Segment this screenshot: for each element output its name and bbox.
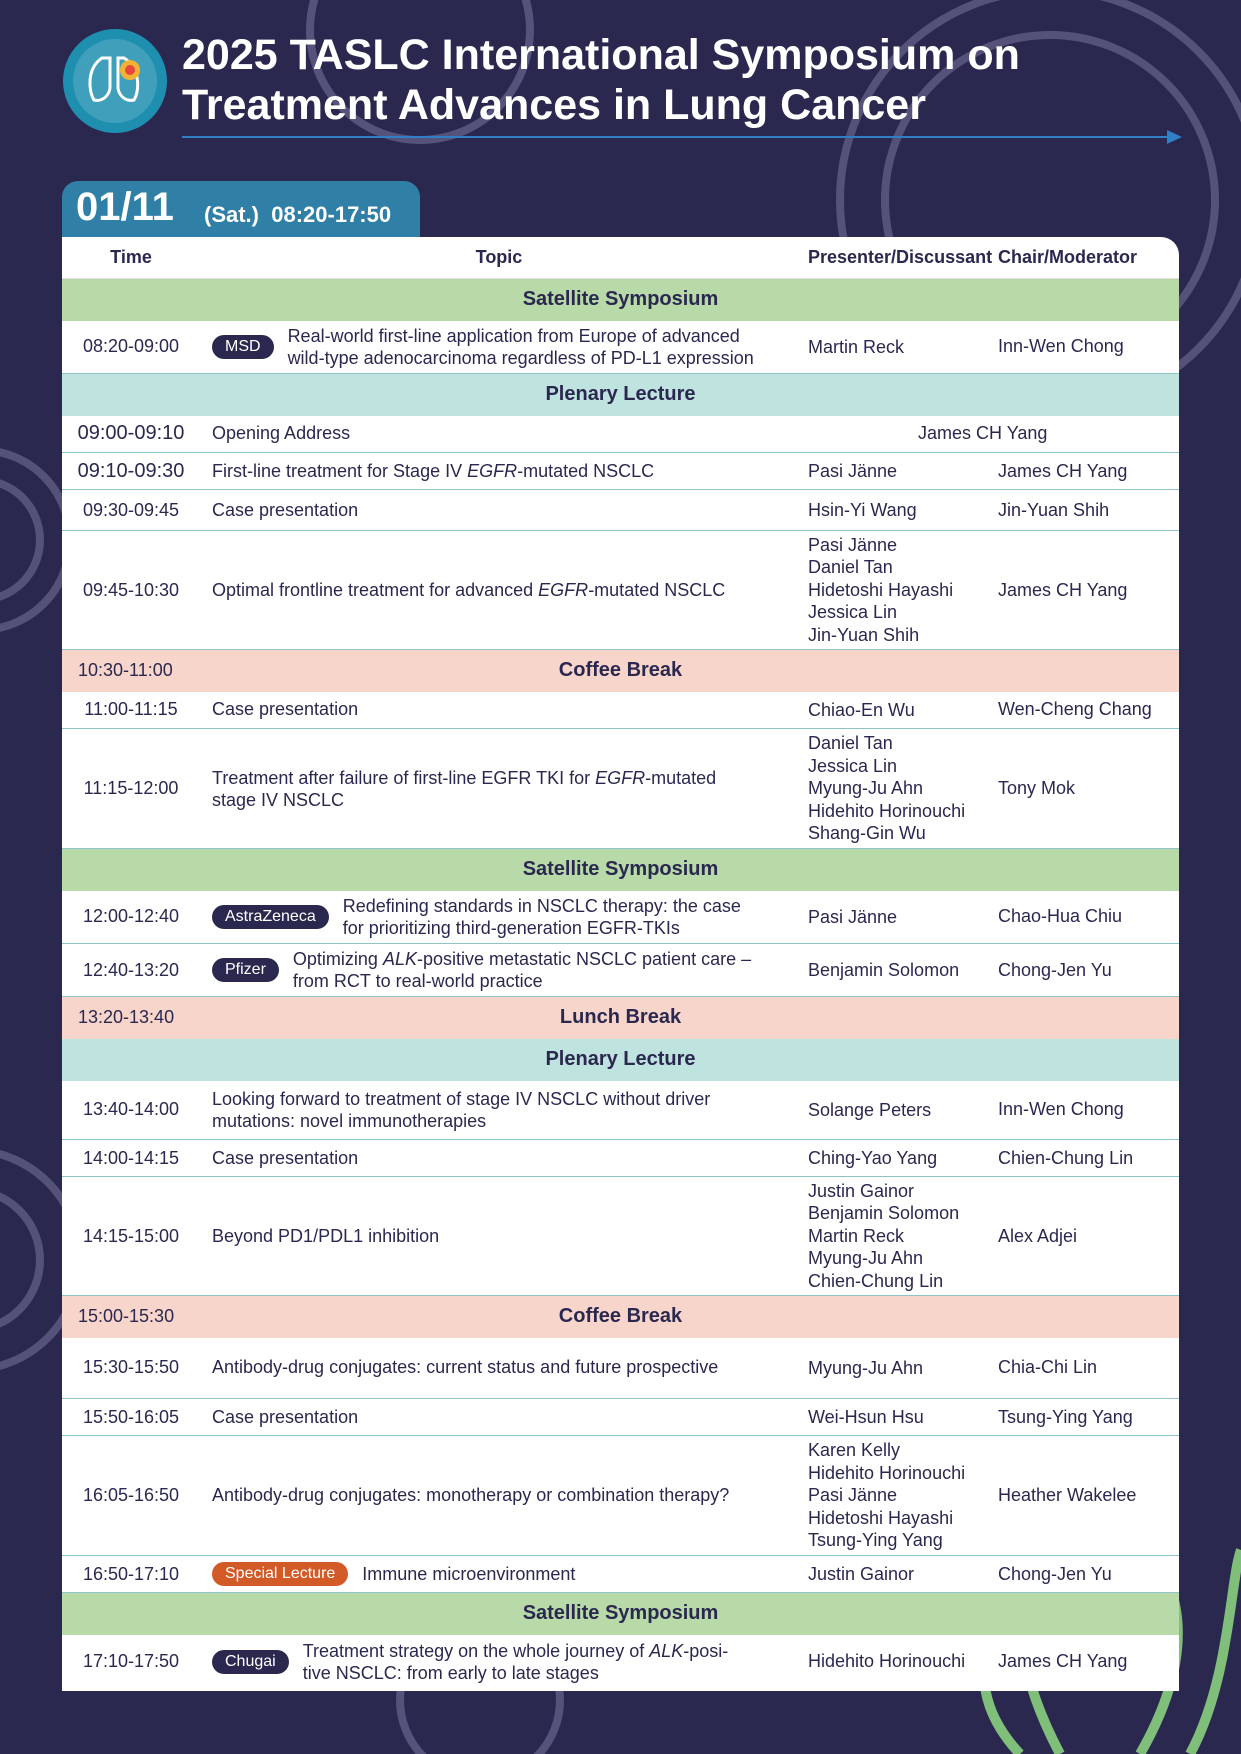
presenter-name: Hidehito Horinouchi [808, 1462, 966, 1483]
header-time: Time [62, 237, 200, 279]
presenter-list [798, 531, 988, 650]
schedule-table [62, 237, 1179, 1689]
chair-cell: Tsung-Ying Yang [988, 1399, 1179, 1436]
table-row [62, 1399, 1179, 1436]
table-row [62, 692, 1179, 729]
presenter-name: Shang-Gin Wu [808, 823, 926, 844]
topic-cell: Case presentation [200, 1399, 798, 1436]
topic-cell [200, 1081, 798, 1140]
time-cell: 11:15-12:00 [62, 729, 200, 849]
topic-text: -mutated NSCLC [588, 579, 726, 600]
time-cell: 17:10-17:50 [82, 1651, 180, 1671]
topic-line: tive NSCLC: from early to late stages [302, 1662, 599, 1683]
title-line-1: 2025 TASLC International Symposium on [182, 31, 1020, 79]
presenter-list [798, 1436, 988, 1556]
table-header [62, 237, 1179, 279]
topic-text: Treatment strategy on the whole journey of [302, 1640, 650, 1661]
topic-text: -mutated [645, 767, 717, 788]
presenter-name: Benjamin Solomon [808, 1203, 960, 1224]
table-row [62, 944, 1179, 997]
presenter-name: Myung-Ju Ahn [808, 778, 924, 799]
section-satellite [62, 279, 1179, 321]
topic-gene: EGFR [538, 579, 589, 600]
presenter-list [798, 1177, 988, 1296]
chair-cell: James CH Yang [998, 1651, 1128, 1671]
table-row [62, 1556, 1179, 1593]
time-cell: 16:05-16:50 [62, 1436, 200, 1556]
topic-text: -posi- [683, 1640, 729, 1661]
presenter-name: Pasi Jänne [808, 1485, 898, 1506]
presenter-name: Daniel Tan [808, 557, 893, 578]
topic-text: Treatment after failure of first-line EGFR TKI for [212, 767, 596, 788]
presenter-name: Jessica Lin [808, 755, 898, 776]
topic-text: Immune microenvironment [362, 1563, 576, 1584]
presenter-cell: Ching-Yao Yang [798, 1140, 988, 1177]
day: (Sat.) [204, 202, 259, 227]
presenter-name: Myung-Ju Ahn [808, 1248, 924, 1269]
table-row [62, 321, 1179, 374]
schedule-card [62, 237, 1179, 1691]
symposium-title [182, 30, 1020, 130]
table-row [62, 1140, 1179, 1177]
chair-cell: Chia-Chi Lin [988, 1338, 1179, 1399]
chair-cell: Tony Mok [988, 729, 1179, 849]
topic-cell [200, 944, 798, 997]
date: 01/11 [76, 185, 174, 229]
topic-line: mutations: novel immunotherapies [212, 1110, 487, 1131]
section-break [62, 650, 1179, 692]
title-line-2: Treatment Advances in Lung Cancer [182, 81, 926, 129]
time-cell: 16:50-17:10 [62, 1556, 200, 1593]
time-cell: 09:10-09:30 [62, 453, 200, 490]
time-cell: 15:50-16:05 [62, 1399, 200, 1436]
special-lecture-badge: Special Lecture [212, 1562, 348, 1586]
time-cell: 09:00-09:10 [62, 416, 200, 453]
presenter-name: Jessica Lin [808, 602, 898, 623]
time-cell: 09:30-09:45 [62, 490, 200, 531]
presenter-cell: Pasi Jänne [798, 891, 988, 944]
presenter-cell: Justin Gainor [798, 1556, 988, 1593]
topic-cell [200, 453, 798, 490]
topic-cell [200, 1556, 798, 1593]
topic-gene: ALK [649, 1640, 684, 1661]
presenter-cell: Pasi Jänne [798, 453, 988, 490]
break-time: 15:00-15:30 [62, 1296, 200, 1338]
section-plenary [62, 1039, 1179, 1081]
presenter-name: Chien-Chung Lin [808, 1270, 944, 1291]
break-time: 10:30-11:00 [62, 650, 200, 692]
topic-cell [200, 891, 798, 944]
presenter-name: Martin Reck [808, 1225, 905, 1246]
topic-text: First-line treatment for Stage IV [212, 460, 468, 481]
presenter-name: Hidehito Horinouchi [808, 800, 966, 821]
section-break [62, 997, 1179, 1039]
time-cell: 08:20-09:00 [62, 321, 200, 374]
presenter-name: Hidetoshi Hayashi [808, 579, 954, 600]
presenter-cell: Hidehito Horinouchi [808, 1651, 966, 1672]
presenter-cell: Solange Peters [798, 1081, 988, 1140]
sponsor-badge: AstraZeneca [212, 905, 329, 929]
presenter-cell: Chiao-En Wu [798, 692, 988, 729]
day-and-hours [204, 202, 391, 228]
table-row [62, 1081, 1179, 1140]
presenter-cell: Myung-Ju Ahn [798, 1338, 988, 1399]
section-plenary [62, 374, 1179, 416]
sponsor-badge: Chugai [212, 1650, 289, 1674]
chair-cell: James CH Yang [988, 453, 1179, 490]
presenter-name: Karen Kelly [808, 1440, 901, 1461]
topic-text: -positive metastatic NSCLC patient care – [416, 949, 752, 969]
section-label: Satellite Symposium [62, 849, 1179, 891]
topic-cell [200, 321, 798, 374]
break-label: Coffee Break [200, 1296, 1179, 1338]
chair-cell: Inn-Wen Chong [988, 1081, 1179, 1140]
section-label: Satellite Symposium [62, 1593, 1179, 1635]
break-label: Coffee Break [200, 650, 1179, 692]
topic-cell: Case presentation [200, 1140, 798, 1177]
table-row [62, 1338, 1179, 1399]
presenter-name: Pasi Jänne [808, 534, 898, 555]
sponsor-badge: MSD [212, 335, 274, 359]
break-label: Lunch Break [200, 997, 1179, 1039]
table-row [62, 490, 1179, 531]
chair-cell: Chao-Hua Chiu [988, 891, 1179, 944]
topic-cell [200, 531, 798, 650]
title-underline-arrow [182, 130, 1182, 144]
topic-cell: Beyond PD1/PDL1 inhibition [200, 1177, 798, 1296]
topic-text: Optimizing [292, 949, 383, 969]
table-row [62, 891, 1179, 944]
time-cell: 14:15-15:00 [62, 1177, 200, 1296]
time-cell: 12:00-12:40 [62, 891, 200, 944]
chair-cell: Wen-Cheng Chang [988, 692, 1179, 729]
topic-line: wild-type adenocarcinoma regardless of PD-L1 expression [287, 347, 754, 368]
topic-text: Optimal frontline treatment for advanced [212, 579, 539, 600]
table-row [62, 416, 1179, 453]
header-chair: Chair/Moderator [988, 237, 1179, 279]
topic-line: for prioritizing third-generation EGFR-TKIs [342, 917, 680, 938]
chair-cell: Chien-Chung Lin [988, 1140, 1179, 1177]
time-cell: 14:00-14:15 [62, 1140, 200, 1177]
section-label: Plenary Lecture [62, 1039, 1179, 1081]
section-label: Plenary Lecture [62, 374, 1179, 416]
presenter-name: Daniel Tan [808, 733, 893, 754]
chair-cell: James CH Yang [988, 531, 1179, 650]
presenter-name: Justin Gainor [808, 1180, 915, 1201]
topic-cell: Antibody-drug conjugates: monotherapy or combination therapy? [200, 1436, 798, 1556]
table-row [62, 1635, 1179, 1689]
section-break [62, 1296, 1179, 1338]
topic-cell: Opening Address [200, 416, 798, 453]
chair-cell: Inn-Wen Chong [988, 321, 1179, 374]
topic-line: Real-world first-line application from Europe of advanced [287, 325, 740, 346]
time-cell: 09:45-10:30 [62, 531, 200, 650]
time-cell: 11:00-11:15 [62, 692, 200, 729]
presenter-cell: Hsin-Yi Wang [798, 490, 988, 531]
topic-line: stage IV NSCLC [212, 789, 345, 810]
chair-cell: James CH Yang [798, 416, 1179, 453]
table-row [62, 453, 1179, 490]
section-satellite [62, 1593, 1179, 1635]
header-presenter: Presenter/Discussant [798, 237, 988, 279]
chair-cell: Jin-Yuan Shih [988, 490, 1179, 531]
topic-gene: EGFR [467, 460, 518, 481]
date-tab [62, 181, 420, 238]
topic-cell: Case presentation [200, 692, 798, 729]
topic-text: -mutated NSCLC [517, 460, 655, 481]
break-time: 13:20-13:40 [62, 997, 200, 1039]
table-row [62, 1436, 1179, 1556]
section-label: Satellite Symposium [62, 279, 1179, 321]
table-row [62, 531, 1179, 650]
presenter-cell: Martin Reck [798, 321, 988, 374]
topic-gene: EGFR [595, 767, 646, 788]
topic-gene: ALK [382, 949, 417, 969]
taslc-logo [62, 28, 168, 134]
presenter-cell: Wei-Hsun Hsu [798, 1399, 988, 1436]
topic-cell: Antibody-drug conjugates: current status and future prospective [200, 1338, 798, 1399]
topic-line: Redefining standards in NSCLC therapy: the case [342, 895, 741, 916]
time-cell: 12:40-13:20 [62, 944, 200, 997]
table-row [62, 729, 1179, 849]
time-cell: 15:30-15:50 [62, 1338, 200, 1399]
topic-cell [200, 1635, 798, 1689]
chair-cell: Heather Wakelee [988, 1436, 1179, 1556]
topic-cell [200, 729, 798, 849]
time-cell: 13:40-14:00 [62, 1081, 200, 1140]
topic-line: from RCT to real-world practice [292, 971, 543, 991]
chair-cell: Alex Adjei [988, 1177, 1179, 1296]
topic-cell: Case presentation [200, 490, 798, 531]
topic-line: Looking forward to treatment of stage IV NSCLC without driver [212, 1088, 711, 1109]
sponsor-badge: Pfizer [212, 958, 279, 982]
presenter-name: Jin-Yuan Shih [808, 624, 920, 645]
presenter-name: Hidetoshi Hayashi [808, 1507, 954, 1528]
section-satellite [62, 849, 1179, 891]
presenter-cell: Benjamin Solomon [798, 944, 988, 997]
chair-cell: Chong-Jen Yu [988, 944, 1179, 997]
page-header [62, 28, 1192, 138]
hours: 08:20-17:50 [271, 202, 392, 227]
chair-cell: Chong-Jen Yu [988, 1556, 1179, 1593]
table-row [62, 1177, 1179, 1296]
header-topic: Topic [200, 237, 798, 279]
presenter-list [798, 729, 988, 849]
presenter-name: Tsung-Ying Yang [808, 1530, 943, 1551]
